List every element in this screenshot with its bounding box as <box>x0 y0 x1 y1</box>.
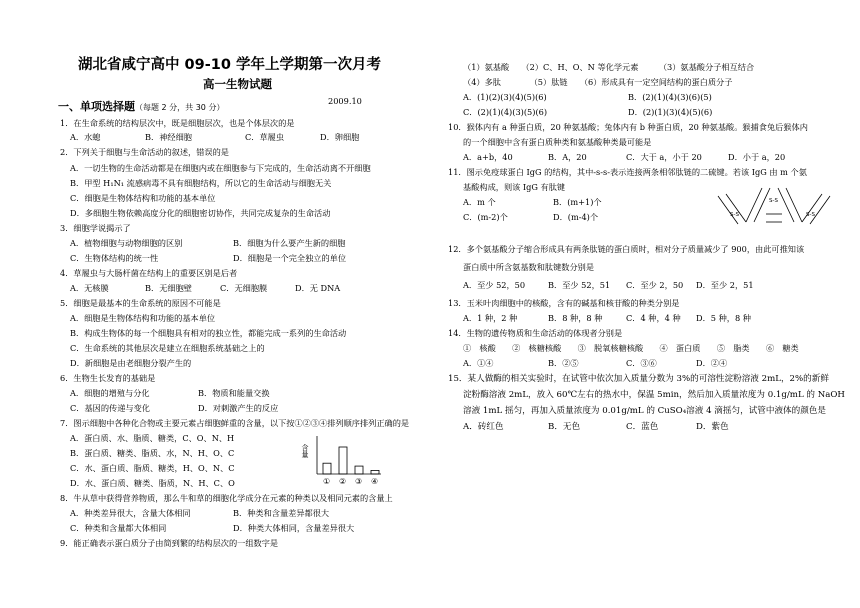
q15-option-a[interactable]: A．砖红色 <box>463 422 504 432</box>
q6-option-b[interactable]: B．物质和能量交换 <box>198 388 270 398</box>
q12-option-c[interactable]: C．至少 2，50 <box>626 280 684 290</box>
q4-option-d[interactable]: D．无 DNA <box>295 283 341 293</box>
q10-option-d[interactable]: D．小于 a，20 <box>728 152 786 162</box>
exam-subtitle: 高一生物试题 <box>203 77 272 91</box>
q9-stem: 9．能正确表示蛋白质分子由简到繁的结构层次的一组数字是 <box>60 538 279 548</box>
q1-stem: 1．在生命系统的结构层次中，既是细胞层次，也是个体层次的是 <box>60 118 295 128</box>
q3-option-d[interactable]: D．细胞是一个完全独立的单位 <box>233 253 347 263</box>
q1-option-c[interactable]: C．草履虫 <box>245 132 285 142</box>
q4-stem: 4．草履虫与大肠杆菌在结构上的重要区别是后者 <box>60 268 238 278</box>
q5-option-a[interactable]: A．细胞是生物体结构和功能的基本单位 <box>70 313 216 323</box>
igg-bond-label-right: S-S <box>806 212 815 218</box>
q11-option-d[interactable]: D．(m-4)个 <box>553 212 599 222</box>
q10-stem-line2: 的一个细胞中含有蛋白质种类和氨基酸种类最可能是 <box>463 137 652 147</box>
q10-option-a[interactable]: A．a+b，40 <box>463 152 513 162</box>
q13-option-d[interactable]: D．5 种，8 种 <box>696 313 751 323</box>
q1-option-b[interactable]: B．神经细胞 <box>145 132 192 142</box>
q11-option-c[interactable]: C．(m-2)个 <box>463 212 508 222</box>
q7-bar-label-2: ② <box>339 477 347 486</box>
igg-structure-figure <box>716 184 834 230</box>
q7-stem: 7．图示细胞中各种化合物或主要元素占细胞鲜重的含量，以下按①②③④排列顺序排列正确的是 <box>60 418 410 428</box>
q13-option-c[interactable]: C．4 种，4 种 <box>626 313 681 323</box>
q11-stem-line1: 11．图示免疫球蛋白 IgG 的结构，其中-s-s-表示连接两条相邻肽链的二硫键。若该 IgG 由 m 个氨 <box>448 167 807 177</box>
q14-items: ① 核酸 ② 核糖核酸 ③ 脱氧核糖核酸 ④ 蛋白质 ⑤ 脂类 ⑥ 糖类 <box>463 343 799 353</box>
q10-stem-line1: 10．猴体内有 a 种蛋白质，20 种氨基酸；兔体内有 b 种蛋白质，20 种氨基酸。猴捕食兔后猴体内 <box>448 122 808 132</box>
q10-option-b[interactable]: B．A，20 <box>548 152 587 162</box>
q12-option-d[interactable]: D．至少 2，51 <box>696 280 754 290</box>
q15-option-d[interactable]: D．紫色 <box>696 422 729 432</box>
q11-option-b[interactable]: B．(m+1)个 <box>553 197 602 207</box>
q14-stem: 14．生物的遗传物质和生命活动的体现者分别是 <box>448 328 623 338</box>
q15-stem-line3: 溶液 1mL 摇匀，再加入质量浓度为 0.01g/mL 的 CuSO₄溶液 4 滴摇匀，试管中液体的颜色是 <box>463 406 827 416</box>
q7-bars-group <box>323 447 379 486</box>
q6-stem: 6．生物生长发育的基础是 <box>60 373 156 383</box>
q7-option-b[interactable]: B．蛋白质、糖类、脂质、水，N、H、O、C <box>70 448 235 458</box>
q2-option-b[interactable]: B．甲型 H₁N₁ 流感病毒不具有细胞结构，所以它的生命活动与细胞无关 <box>70 178 332 188</box>
q13-option-a[interactable]: A．1 种，2 种 <box>463 313 518 323</box>
q3-stem: 3．细胞学说揭示了 <box>60 223 131 233</box>
q11-option-a[interactable]: A．m 个 <box>463 197 496 207</box>
q4-option-a[interactable]: A．无核膜 <box>70 283 109 293</box>
q11-stem-line2: 基酸构成，则该 IgG 有肽键 <box>463 182 566 192</box>
q9-option-b[interactable]: B．(2)(1)(4)(3)(6)(5) <box>628 92 712 102</box>
exam-title: 湖北省咸宁高中 09-10 学年上学期第一次月考 <box>78 57 381 73</box>
q15-option-c[interactable]: C．蓝色 <box>626 422 659 432</box>
q3-option-a[interactable]: A．植物细胞与动物细胞的区别 <box>70 238 183 248</box>
q7-option-a[interactable]: A．蛋白质、水、脂质、糖类，C、O、N、H <box>70 433 235 443</box>
q15-stem-line1: 15．某人做酶的相关实验时，在试管中依次加入质量分数为 3%的可溶性淀粉溶液 2mL，2%的新鲜 <box>448 374 829 384</box>
q7-option-c[interactable]: C．水、蛋白质、脂质、糖类，H、O、N、C <box>70 463 235 473</box>
q12-option-a[interactable]: A．至少 52，50 <box>463 280 526 290</box>
q8-option-c[interactable]: C．种类和含量都大体相同 <box>70 523 167 533</box>
exam-date: 2009.10 <box>328 96 362 106</box>
q5-stem: 5．细胞是最基本的生命系统的原因不可能是 <box>60 298 221 308</box>
q1-option-a[interactable]: A．水螅 <box>70 132 101 142</box>
q2-option-c[interactable]: C．细胞是生物体结构和功能的基本单位 <box>70 193 216 203</box>
igg-bond-label-left: S-S <box>730 212 739 218</box>
q3-option-b[interactable]: B．细胞为什么要产生新的细胞 <box>233 238 346 248</box>
q8-option-b[interactable]: B．种类和含量差异都很大 <box>233 508 330 518</box>
q5-option-c[interactable]: C．生命系统的其他层次是建立在细胞系统基础之上的 <box>70 343 265 353</box>
q6-option-a[interactable]: A．细胞的增殖与分化 <box>70 388 150 398</box>
q12-stem-line1: 12．多个氨基酸分子缩合形成具有两条肽链的蛋白质时，相对分子质量减少了 900，由此可推知该 <box>448 244 805 254</box>
q7-bar-label-4: ④ <box>371 477 379 486</box>
q7-option-d[interactable]: D．水、蛋白质、糖类、脂质，N、H、C、O <box>70 478 235 488</box>
q4-option-c[interactable]: C．无细胞膜 <box>220 283 268 293</box>
q5-option-b[interactable]: B．构成生物体的每一个细胞具有相对的独立性，都能完成一系列的生命活动 <box>70 328 347 338</box>
section-heading: 一、单项选择题（每题 2 分，共 30 分） <box>58 100 225 113</box>
q14-option-c[interactable]: C．③⑥ <box>626 358 657 368</box>
q1-option-d[interactable]: D．卵细胞 <box>320 132 360 142</box>
q13-stem: 13．玉米叶肉细胞中的核酸，含有的碱基和核苷酸的种类分别是 <box>448 298 680 308</box>
q14-option-b[interactable]: B．②⑤ <box>548 358 579 368</box>
q7-figure-ylabel: 含量 <box>301 444 309 458</box>
q3-option-c[interactable]: C．生物体结构的统一性 <box>70 253 159 263</box>
q9-items-line1: （1）氨基酸 （2）C、H、O、N 等化学元素 （3）氨基酸分子相互结合 <box>463 62 755 72</box>
q2-option-a[interactable]: A．一切生物的生命活动都是在细胞内或在细胞参与下完成的，生命活动离不开细胞 <box>70 163 371 173</box>
q7-bar-1 <box>323 463 331 474</box>
igg-bond-label-top: S-S <box>769 198 778 204</box>
q6-option-d[interactable]: D．对刺激产生的反应 <box>198 403 279 413</box>
q2-stem: 2．下列关于细胞与生命活动的叙述，错误的是 <box>60 147 229 157</box>
q10-option-c[interactable]: C．大于 a，小于 20 <box>626 152 702 162</box>
q2-option-d[interactable]: D．多细胞生物依赖高度分化的细胞密切协作，共同完成复杂的生命活动 <box>70 208 331 218</box>
q9-option-a[interactable]: A．(1)(2)(3)(4)(5)(6) <box>463 92 547 102</box>
q8-option-a[interactable]: A．种类差异很大，含量大体相同 <box>70 508 191 518</box>
q5-option-d[interactable]: D．新细胞是由老细胞分裂产生的 <box>70 358 192 368</box>
q7-bar-label-3: ③ <box>355 477 363 486</box>
q9-items-line2: （4）多肽 （5）肽链 （6）形成具有一定空间结构的蛋白质分子 <box>463 77 733 87</box>
q12-option-b[interactable]: B．至少 52，51 <box>548 280 611 290</box>
q12-stem-line2: 蛋白质中所含氨基数和肽键数分别是 <box>463 262 595 272</box>
q7-bar-2 <box>339 447 347 474</box>
q4-option-b[interactable]: B．无细胞壁 <box>145 283 192 293</box>
q14-option-a[interactable]: A．①④ <box>463 358 494 368</box>
q7-bar-4 <box>371 470 379 474</box>
section-note: （每题 2 分，共 30 分） <box>135 103 225 112</box>
q15-stem-line2: 淀粉酶溶液 2mL，放入 60℃左右的热水中，保温 5min，然后加入质量浓度为 0.1g/mL 的 NaOH <box>463 390 845 400</box>
q15-option-b[interactable]: B．无色 <box>548 422 581 432</box>
q14-option-d[interactable]: D．②④ <box>696 358 728 368</box>
q9-option-c[interactable]: C．(2)(1)(4)(3)(5)(6) <box>463 107 548 117</box>
q8-option-d[interactable]: D．种类大体相同，含量差异很大 <box>233 523 355 533</box>
q9-option-d[interactable]: D．(2)(1)(3)(4)(5)(6) <box>628 107 713 117</box>
q8-stem: 8．牛从草中获得营养物质，那么牛和草的细胞化学成分在元素的种类以及相同元素的含量上 <box>60 493 393 503</box>
q7-bar-label-1: ① <box>323 477 331 486</box>
q13-option-b[interactable]: B．8 种，8 种 <box>548 313 603 323</box>
q6-option-c[interactable]: C．基因的传递与变化 <box>70 403 150 413</box>
q7-bar-figure <box>303 432 383 490</box>
q7-bar-3 <box>355 466 363 474</box>
